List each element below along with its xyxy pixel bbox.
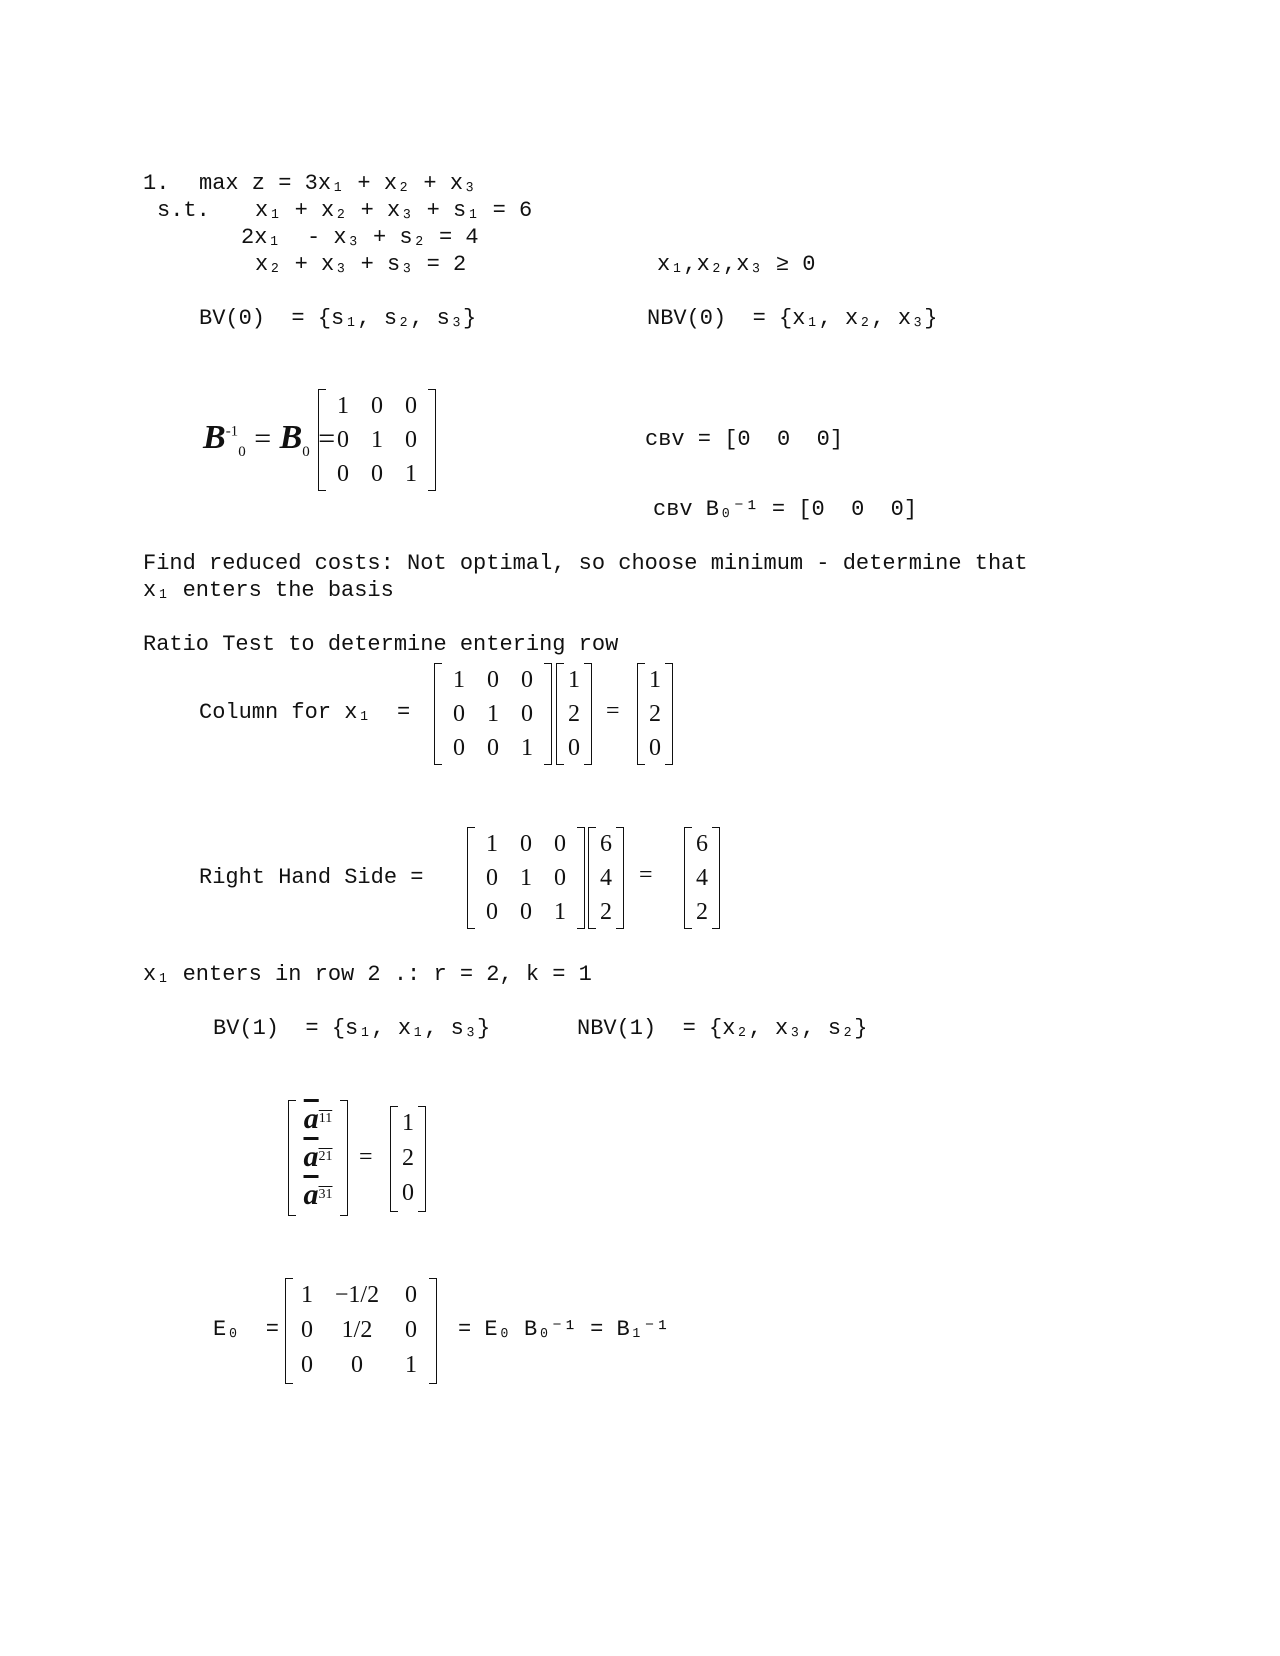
matrix-cell: 1	[486, 830, 498, 857]
vector-cell: 1	[568, 666, 580, 693]
b0-inverse-expression	[203, 419, 335, 461]
vector-cell: 4	[600, 864, 612, 891]
b0-inv-letter: B	[203, 419, 226, 456]
matrix-cell: 0	[554, 830, 566, 857]
matrix-cell: 0	[521, 700, 533, 727]
constraint-3: x₂ + x₃ + s₃ = 2	[255, 252, 467, 277]
vector-cell: 0	[568, 734, 580, 761]
vector-cell: 2	[402, 1145, 414, 1171]
matrix-cell: 0	[337, 460, 349, 487]
vector-cell: 2	[696, 898, 708, 925]
matrix-cell: 0	[405, 1282, 417, 1308]
abar-equals: =	[359, 1144, 373, 1170]
matrix-cell: 0	[301, 1317, 313, 1343]
b0-inv-sub: 0	[238, 443, 246, 460]
vector-cell: 0	[402, 1180, 414, 1206]
column-x1-matrix	[434, 663, 552, 765]
reduced-costs-line-2: x₁ enters the basis	[143, 578, 394, 603]
bv0: BV(0) = {s₁, s₂, s₃}	[199, 306, 477, 331]
abar-entry	[296, 1100, 340, 1138]
matrix-cell: 1	[453, 666, 465, 693]
matrix-cell: 0	[371, 392, 383, 419]
matrix-cell: 1	[405, 460, 417, 487]
matrix-cell: 0	[453, 734, 465, 761]
objective-function: max z = 3x₁ + x₂ + x₃	[199, 171, 477, 196]
matrix-cell: 0	[520, 830, 532, 857]
matrix-cell: 1	[301, 1282, 313, 1308]
reduced-costs-line-1: Find reduced costs: Not optimal, so choose minimum - determine that	[143, 551, 1028, 576]
rhs-matrix	[467, 827, 585, 929]
matrix-cell: 0	[405, 392, 417, 419]
matrix-cell: 1	[487, 700, 499, 727]
matrix-cell: 1/2	[341, 1317, 373, 1343]
subject-to-label: s.t.	[157, 198, 210, 223]
vector-cell: 1	[649, 666, 661, 693]
b0-eq-1: =	[254, 422, 272, 455]
b0-matrix	[318, 389, 436, 491]
matrix-cell: 1	[405, 1352, 417, 1378]
constraint-2: 2x₁ - x₃ + s₂ = 4	[241, 225, 479, 250]
vector-cell: 6	[696, 830, 708, 857]
abar-vector	[288, 1100, 348, 1216]
vector-cell: 4	[696, 864, 708, 891]
e0-matrix	[285, 1278, 437, 1384]
abar-result	[390, 1106, 426, 1212]
abar-entry	[296, 1176, 340, 1214]
matrix-cell: 0	[301, 1352, 313, 1378]
b0-letter: B	[279, 419, 303, 456]
b0-inv-sup: -1	[225, 423, 239, 440]
column-x1-result	[637, 663, 673, 765]
cbv-times-b0-inverse: cʙᴠ B₀⁻¹ = [0 0 0]	[653, 497, 918, 522]
b0-eq-2: =	[318, 422, 336, 455]
matrix-cell: 0	[486, 864, 498, 891]
vector-cell: 0	[649, 734, 661, 761]
matrix-cell: 0	[486, 898, 498, 925]
enters-row-statement: x₁ enters in row 2 .: r = 2, k = 1	[143, 962, 592, 987]
rhs-result	[684, 827, 720, 929]
vector-cell: 2	[568, 700, 580, 727]
bv1: BV(1) = {s₁, x₁, s₃}	[213, 1016, 491, 1041]
matrix-cell: 1	[554, 898, 566, 925]
matrix-cell: 1	[521, 734, 533, 761]
abar-sub: 21	[318, 1149, 333, 1164]
constraint-1: x₁ + x₂ + x₃ + s₁ = 6	[255, 198, 533, 223]
matrix-cell: 0	[453, 700, 465, 727]
matrix-cell: 1	[337, 392, 349, 419]
matrix-cell: 0	[351, 1352, 363, 1378]
column-x1-label: Column for x₁ =	[199, 700, 411, 725]
b0-sub: 0	[302, 443, 310, 460]
e0-product-expression: = E₀ B₀⁻¹ = B₁⁻¹	[458, 1317, 670, 1342]
matrix-cell: 0	[487, 734, 499, 761]
cbv: cʙᴠ = [0 0 0]	[645, 427, 844, 452]
problem-number: 1.	[143, 171, 170, 196]
matrix-cell: 0	[337, 426, 349, 453]
vector-cell: 6	[600, 830, 612, 857]
abar-letter: a	[303, 1102, 319, 1135]
rhs-vector	[588, 827, 624, 929]
vector-cell: 1	[402, 1110, 414, 1136]
matrix-cell: 0	[520, 898, 532, 925]
matrix-cell: 1	[520, 864, 532, 891]
nonnegativity: x₁,x₂,x₃ ≥ 0	[657, 252, 816, 277]
matrix-cell: 1	[371, 426, 383, 453]
vector-cell: 2	[600, 898, 612, 925]
abar-letter: a	[303, 1178, 319, 1211]
matrix-cell: 0	[405, 426, 417, 453]
abar-sub: 11	[318, 1111, 333, 1126]
matrix-cell: 0	[405, 1317, 417, 1343]
rhs-label: Right Hand Side =	[199, 865, 424, 890]
matrix-cell: 0	[554, 864, 566, 891]
matrix-cell: −1/2	[334, 1282, 380, 1308]
vector-cell: 2	[649, 700, 661, 727]
matrix-cell: 0	[371, 460, 383, 487]
column-x1-equals: =	[606, 698, 620, 724]
matrix-cell: 0	[487, 666, 499, 693]
e0-label: E₀ =	[213, 1317, 280, 1342]
nbv1: NBV(1) = {x₂, x₃, s₂}	[577, 1016, 868, 1041]
nbv0: NBV(0) = {x₁, x₂, x₃}	[647, 306, 938, 331]
column-x1-vector	[556, 663, 592, 765]
abar-sub: 31	[318, 1187, 333, 1202]
ratio-test-title: Ratio Test to determine entering row	[143, 632, 619, 657]
abar-entry	[296, 1138, 340, 1176]
matrix-cell: 0	[521, 666, 533, 693]
abar-letter: a	[303, 1140, 319, 1173]
rhs-equals: =	[639, 862, 653, 888]
